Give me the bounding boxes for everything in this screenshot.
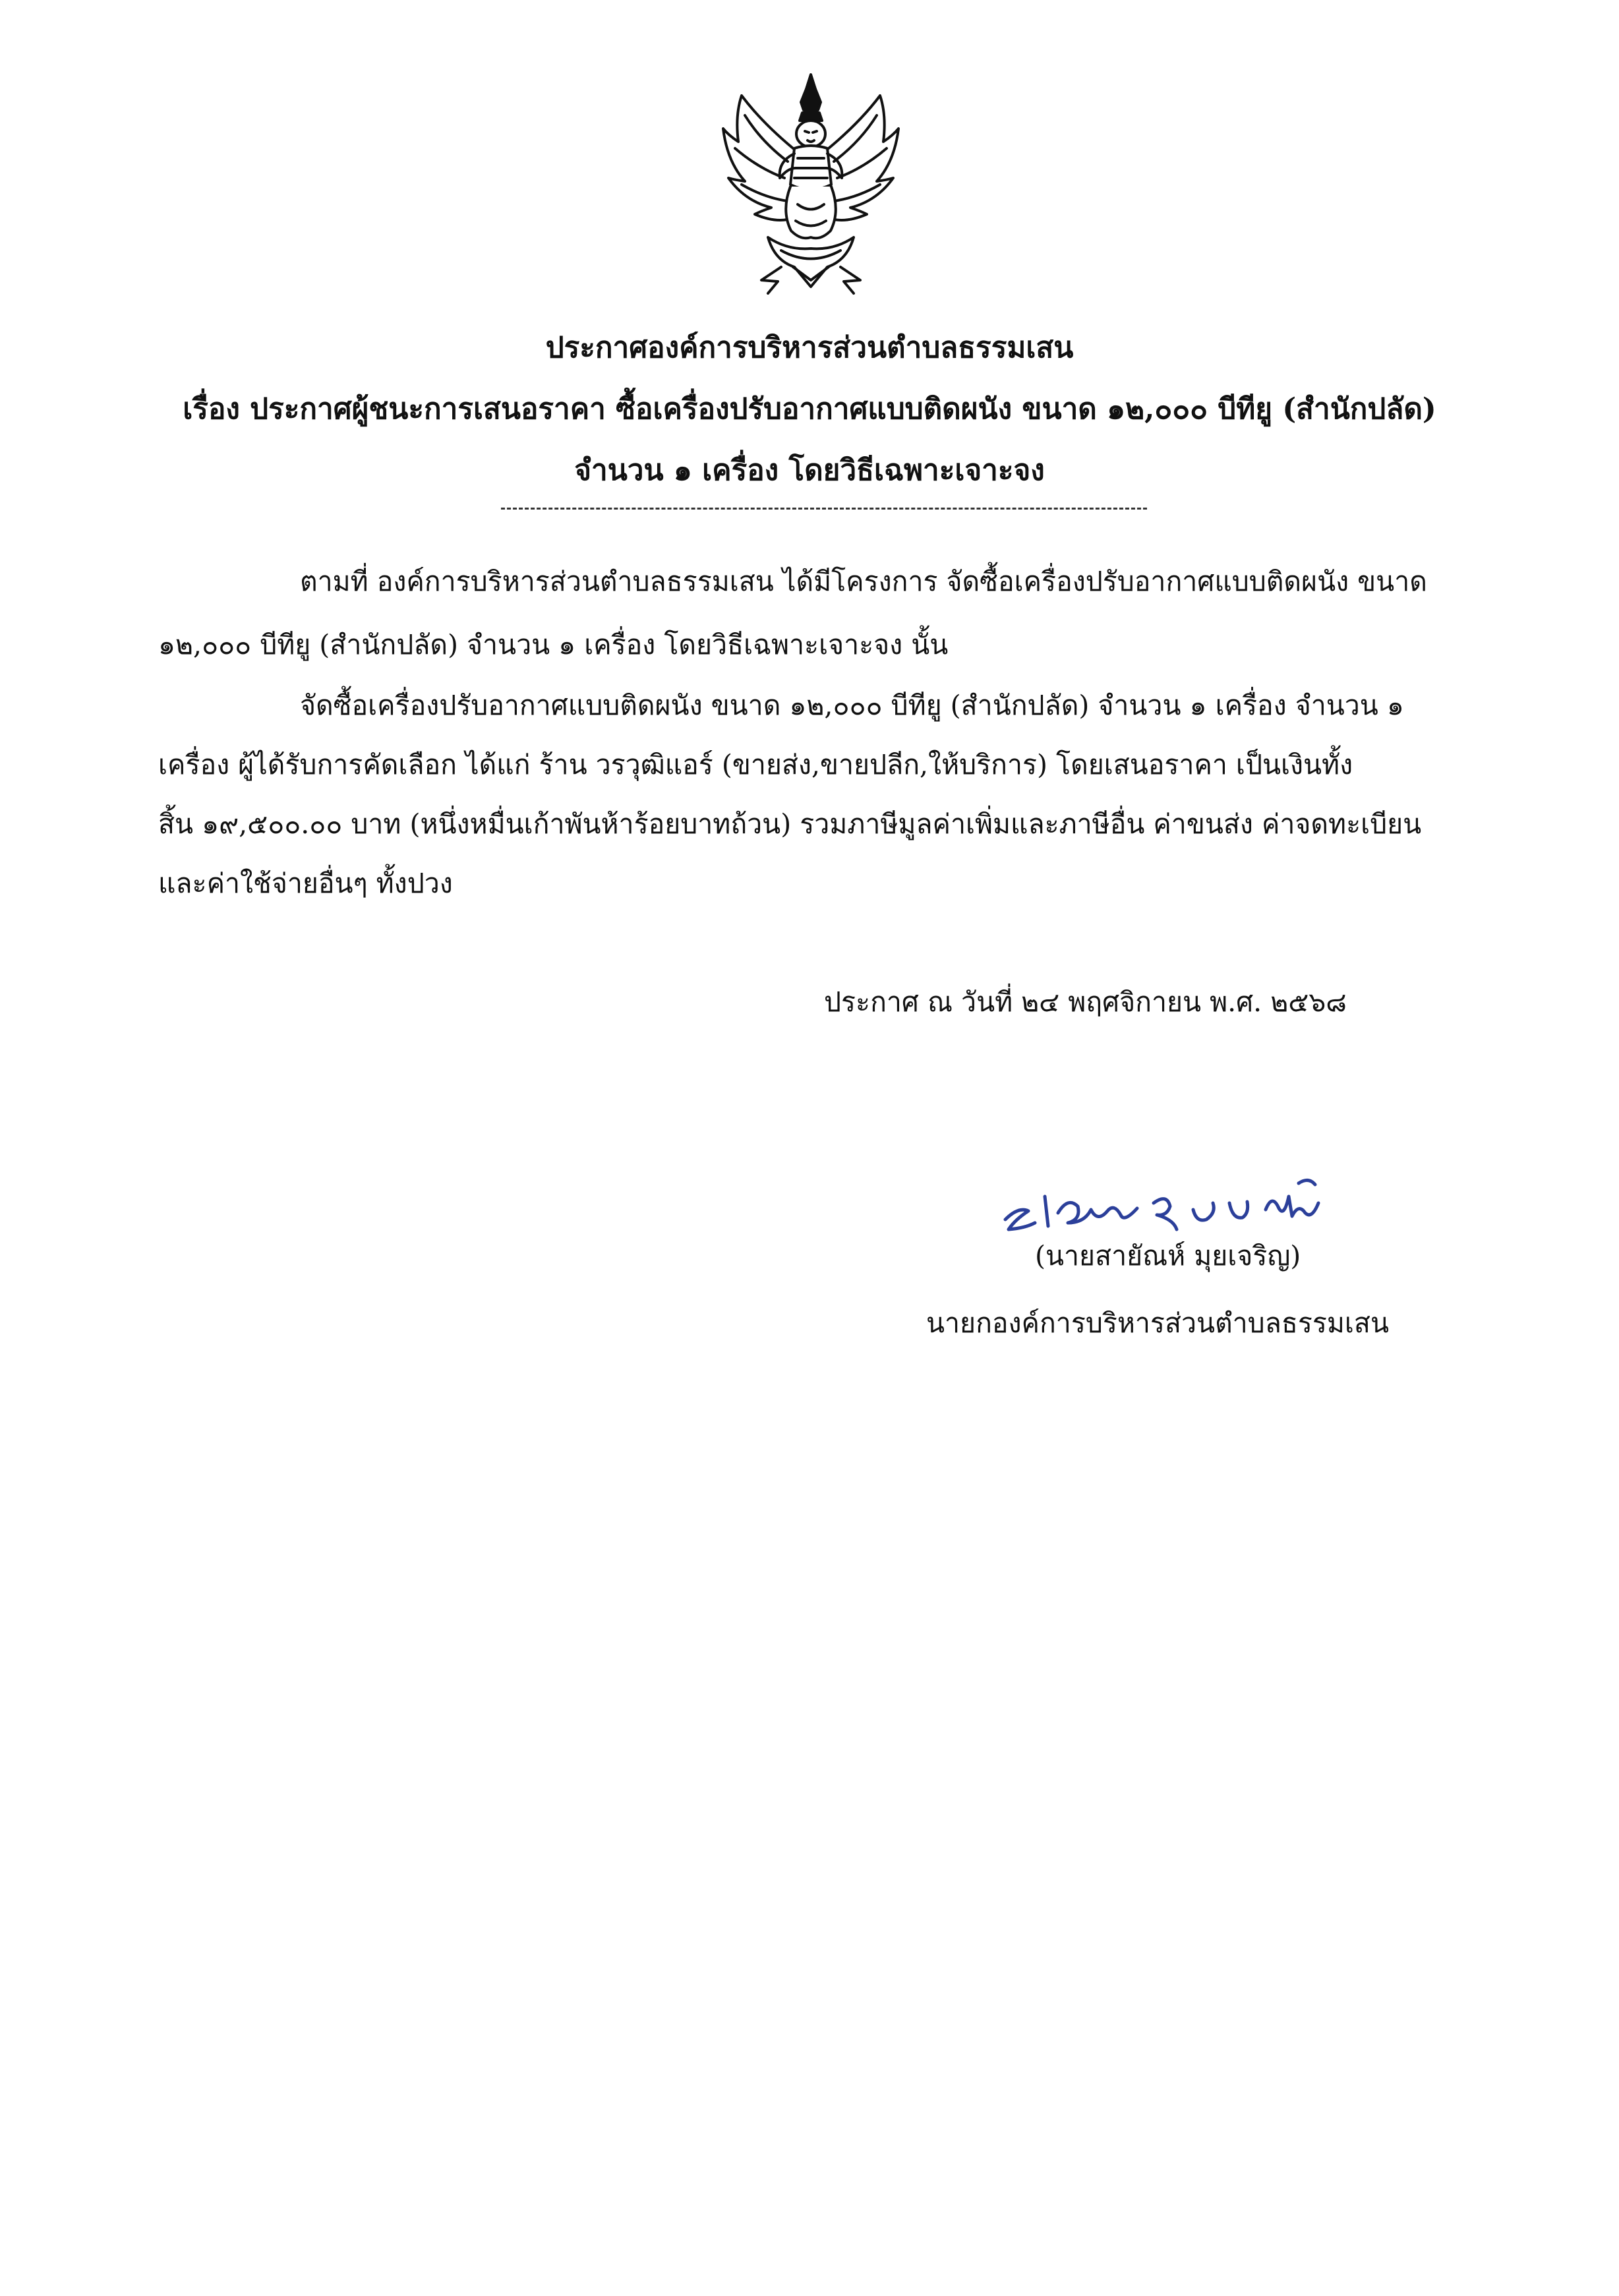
announcement-title: ประกาศองค์การบริหารส่วนตำบลธรรมเสน (545, 331, 1074, 365)
signer-name: (นายสายัณห์ มุยเจริญ) (1035, 1240, 1301, 1272)
body-line-2: ๑๒,๐๐๐ บีทียู (สำนักปลัด) จำนวน ๑ เครื่อง โดยวิธีเฉพาะเจาะจง นั้น (158, 629, 949, 661)
body-line-6: และค่าใช้จ่ายอื่นๆ ทั้งปวง (158, 868, 453, 899)
header-divider (501, 508, 1147, 510)
garuda-emblem-icon (715, 69, 906, 303)
announcement-date: ประกาศ ณ วันที่ ๒๔ พฤศจิกายน พ.ศ. ๒๕๖๘ (824, 986, 1347, 1018)
signer-title: นายกองค์การบริหารส่วนตำบลธรรมเสน (926, 1307, 1389, 1339)
body-line-4: เครื่อง ผู้ได้รับการคัดเลือก ได้แก่ ร้าน วรวุฒิแอร์ (ขายส่ง,ขายปลีก,ให้บริการ) โดยเสนอราคา เป็นเงินทั้ง (158, 749, 1353, 780)
body-line-5: สิ้น ๑๙,๕๐๐.๐๐ บาท (หนึ่งหมื่นเก้าพันห้าร้อยบาทถ้วน) รวมภาษีมูลค่าเพิ่มและภาษีอื่น ค่าขนส่ง ค่าจดทะเบียน (158, 808, 1422, 840)
announcement-subject: เรื่อง ประกาศผู้ชนะการเสนอราคา ซื้อเครื่องปรับอากาศแบบติดผนัง ขนาด ๑๒,๐๐๐ บีทียู (สำนักปลัด) (183, 392, 1436, 426)
signature-icon (989, 1157, 1345, 1249)
body-line-3: จัดซื้อเครื่องปรับอากาศแบบติดผนัง ขนาด ๑๒,๐๐๐ บีทียู (สำนักปลัด) จำนวน ๑ เครื่อง จำนวน ๑ (300, 690, 1404, 721)
body-line-1: ตามที่ องค์การบริหารส่วนตำบลธรรมเสน ได้มีโครงการ จัดซื้อเครื่องปรับอากาศแบบติดผนัง ขนาด (300, 566, 1427, 597)
announcement-subject-line2: จำนวน ๑ เครื่อง โดยวิธีเฉพาะเจาะจง (574, 454, 1045, 487)
